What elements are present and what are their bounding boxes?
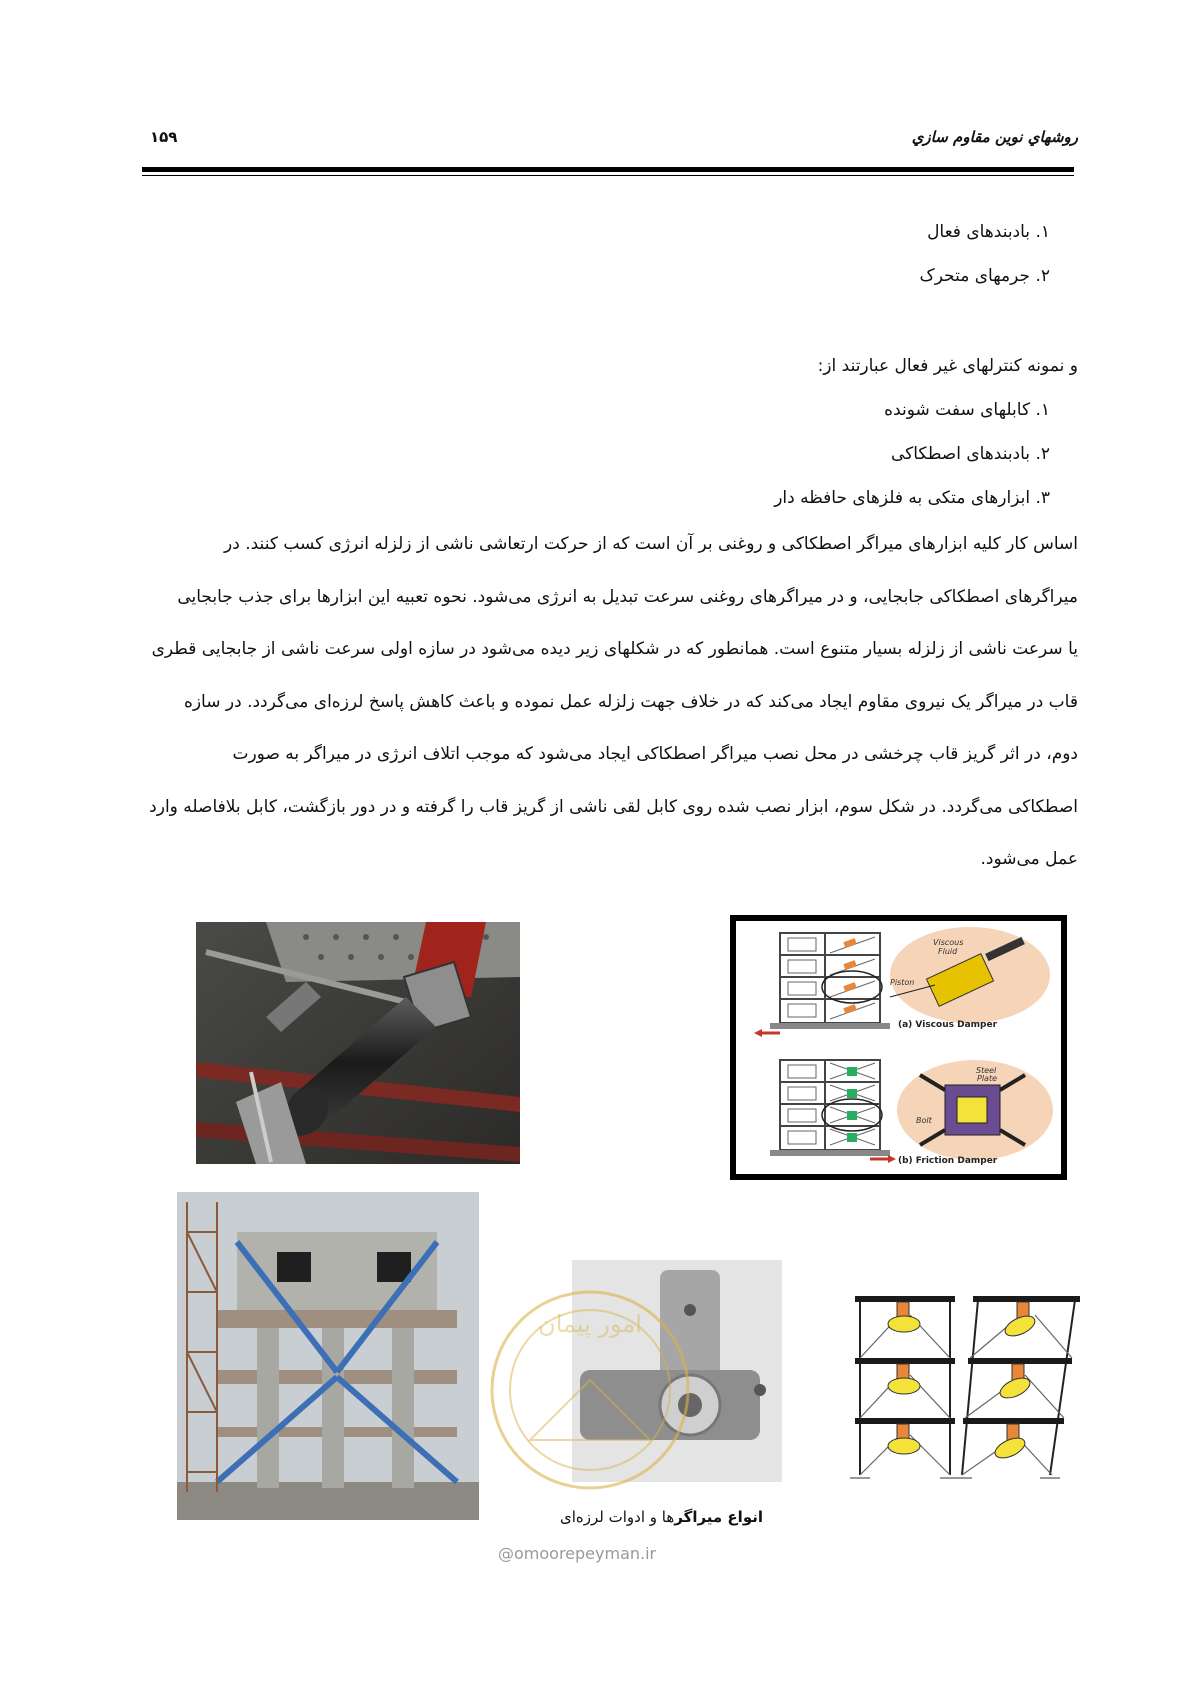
paragraph-line: عمل می‌شود. bbox=[980, 849, 1078, 869]
figure-caption bbox=[560, 1508, 763, 1526]
damper-installation-photo bbox=[196, 922, 520, 1164]
list-item-active-braces: ۱. بادبندهای فعال bbox=[927, 222, 1050, 242]
label-viscous: Viscous bbox=[933, 938, 964, 947]
paragraph-line: اساس کار کلیه ابزارهای میراگر اصطکاکی و روغنی بر آن است که از حرکت ارتعاشی ناشی از زلزله انرژی کسب کنند. در bbox=[224, 534, 1078, 554]
label-fluid: Fluid bbox=[938, 947, 958, 956]
caption-bold: انواع میراگر bbox=[674, 1508, 763, 1526]
paragraph-line: دوم، در اثر گریز قاب چرخشی در محل نصب میراگر اصطکاکی ایجاد می‌شود که موجب اتلاف انرژی در میراگر به صورت bbox=[232, 744, 1078, 764]
paragraph-line: اصطکاکی می‌گردد. در شکل سوم، ابزار نصب شده روی کابل لقی ناشی از گریز قاب را گرفته و در دور بازگشت، کابل بلافاصله وارد bbox=[149, 796, 1078, 817]
paragraph-line: یا سرعت ناشی از زلزله بسیار متنوع است. همانطور که در شکلهای زیر دیده می‌شود در سازه اولی سرعت ناشی از جابجایی قطری bbox=[151, 639, 1078, 659]
watermark-url bbox=[498, 1544, 656, 1563]
watermark-url-text: omoorepeyman.ir bbox=[514, 1544, 657, 1563]
label-piston: Piston bbox=[890, 978, 915, 987]
damper-device-photo bbox=[490, 1250, 788, 1500]
caption-rest: ها و ادوات لرزه‌ای bbox=[560, 1508, 675, 1526]
watermark-seal-text: امور پیمان bbox=[538, 1310, 642, 1338]
at-icon: @ bbox=[498, 1544, 514, 1563]
list-item-moving-masses: ۲. جرمهای متحرک bbox=[919, 266, 1050, 286]
header-rule-thin bbox=[142, 175, 1074, 176]
paragraph-line: قاب در میراگر یک نیروی مقاوم ایجاد می‌کند که در خلاف جهت زلزله عمل نموده و باعث کاهش پاسخ لرزه‌ای می‌گردد. در سازه bbox=[183, 691, 1078, 712]
label-steel: Steel bbox=[976, 1066, 997, 1075]
running-header-title: روشهاي نوين مقاوم سازي bbox=[911, 128, 1078, 146]
header-rule-thick bbox=[142, 167, 1074, 172]
caption-viscous-damper: (a) Viscous Damper bbox=[898, 1020, 998, 1030]
retrofitted-building-photo bbox=[177, 1192, 479, 1520]
damper-types-diagram bbox=[730, 915, 1067, 1180]
passive-intro: و نمونه کنترلهای غیر فعال عبارتند از: bbox=[817, 356, 1078, 376]
list-item-friction-braces: ۲. بادبندهای اصطکاکی bbox=[890, 444, 1050, 464]
braced-frames-sketch bbox=[850, 1290, 1086, 1490]
list-item-stiffening-cables: ۱. کابلهای سفت شونده bbox=[884, 400, 1050, 420]
body-paragraph bbox=[113, 518, 1078, 886]
list-item-memory-alloy-devices: ۳. ابزارهای متکی به فلزهای حافظه دار bbox=[774, 488, 1050, 508]
label-plate: Plate bbox=[977, 1074, 998, 1083]
label-bolt: Bolt bbox=[916, 1116, 932, 1125]
page-number: ۱۵۹ bbox=[150, 128, 178, 146]
paragraph-line: میراگرهای اصطکاکی جابجایی، و در میراگرهای روغنی سرعت تبدیل به انرژی می‌شود. نحوه تعبیه این ابزارها برای جذب جابجایی bbox=[177, 586, 1078, 607]
caption-friction-damper: (b) Friction Damper bbox=[898, 1156, 998, 1166]
